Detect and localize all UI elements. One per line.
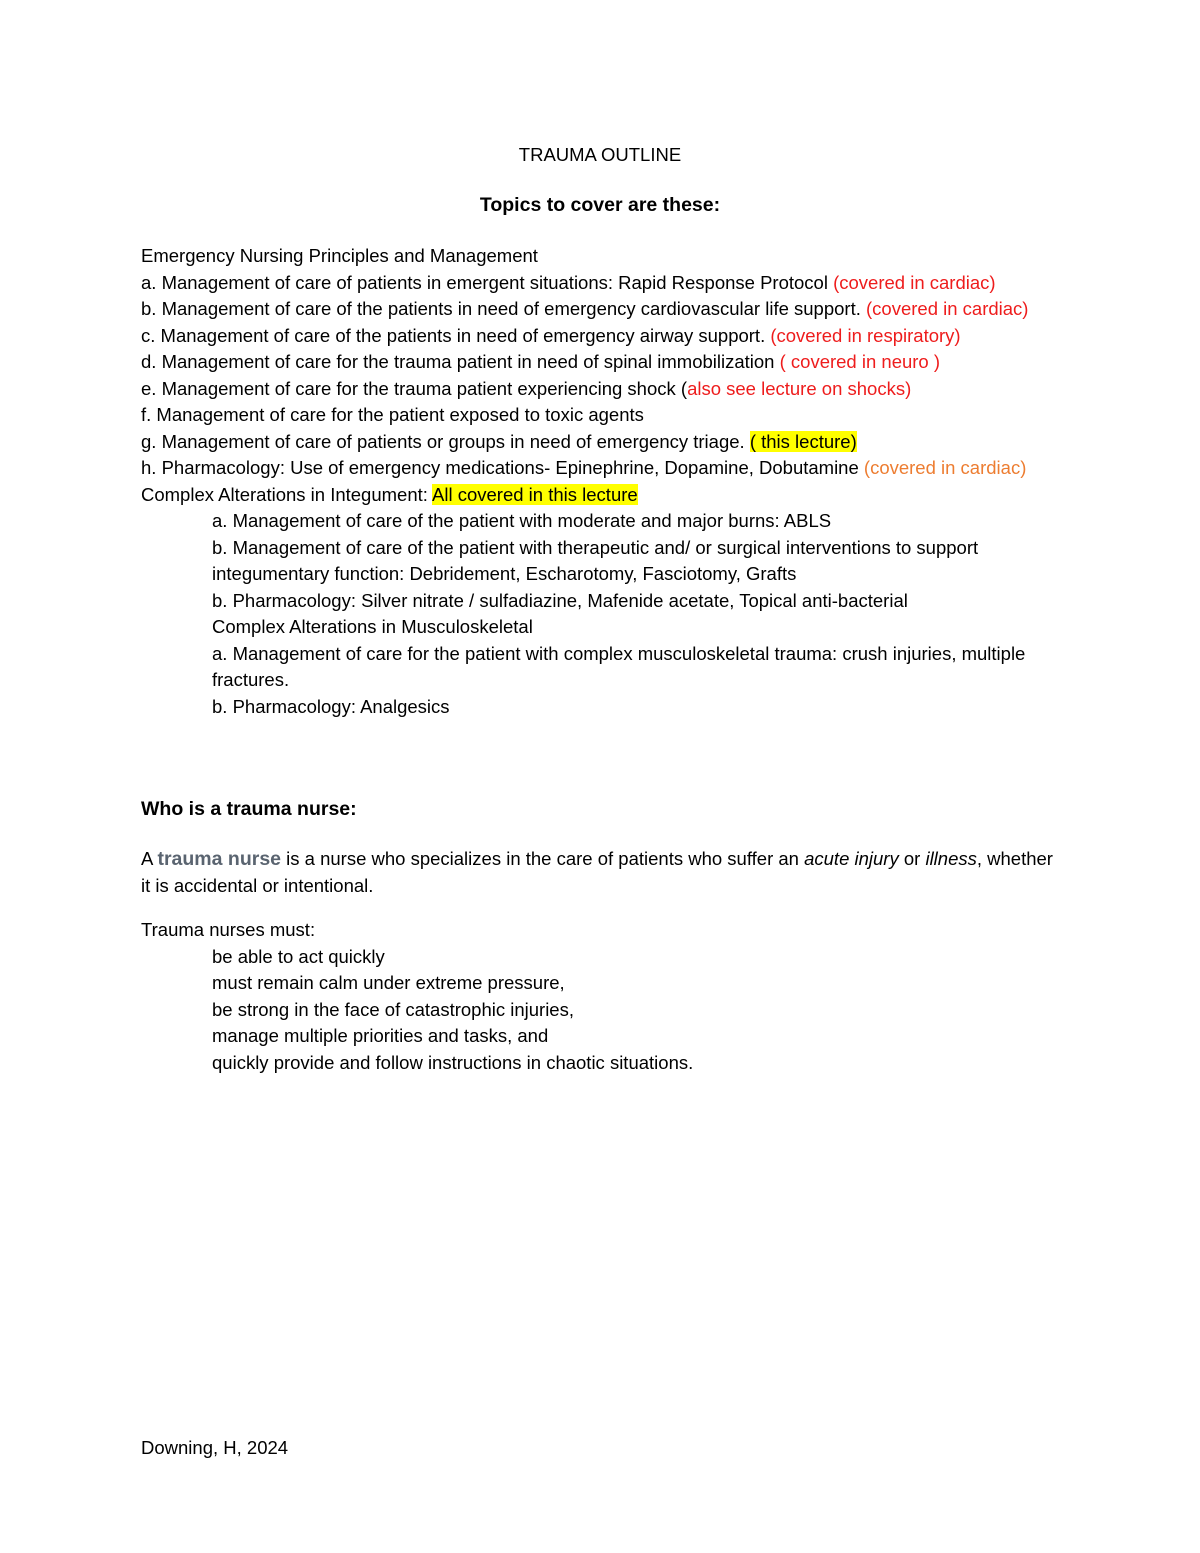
trauma-nurse-definition (141, 846, 1061, 899)
who-heading: Who is a trauma nurse: (141, 798, 357, 820)
must-item: quickly provide and follow instructions in chaotic situations. (212, 1051, 694, 1073)
document-subtitle: Topics to cover are these: (479, 194, 721, 216)
item-text: c. Management of care of the patients in need of emergency airway support. (141, 324, 771, 346)
item-note-highlighted: ( this lecture) (749, 430, 857, 452)
item-text: d. Management of care for the trauma patient in need of spinal immobilization (141, 351, 780, 372)
footer-author: Downing, H, 2024 (141, 1437, 289, 1458)
integument-item-b: b. Management of care of the patient with therapeutic and/ or surgical interventions to support integumentary function: Debridement, Escharotomy, Fasciotomy, Grafts (212, 536, 979, 584)
item-note: (covered in cardiac) (833, 271, 996, 293)
section-heading-emergency: Emergency Nursing Principles and Management (141, 245, 538, 266)
must-item: manage multiple priorities and tasks, and (212, 1025, 549, 1046)
outline-item-c (141, 323, 1061, 350)
must-item: be strong in the face of catastrophic injuries, (212, 998, 574, 1020)
def-text: A (141, 848, 158, 869)
must-item: be able to act quickly (212, 945, 385, 967)
outline-item-a (141, 270, 1061, 297)
item-text: b. Management of care of the patients in need of emergency cardiovascular life support. (141, 298, 866, 319)
def-text: is a nurse who specializes in the care of patients who suffer an (281, 848, 805, 869)
section-heading-integument (141, 482, 1061, 509)
must-heading: Trauma nurses must: (141, 919, 316, 940)
topics-outline (141, 243, 1061, 720)
def-text: or (898, 848, 926, 869)
def-term: trauma nurse (157, 848, 282, 870)
trauma-nurses-must (141, 917, 1061, 1076)
item-text: a. Management of care of patients in emergent situations: Rapid Response Protocol (141, 271, 834, 293)
musculoskeletal-item-a: a. Management of care for the patient with complex musculoskeletal trauma: crush injuries, multiple fractures. (212, 642, 1026, 690)
integument-item-pharmacology: b. Pharmacology: Silver nitrate / sulfadiazine, Mafenide acetate, Topical anti-bacterial (212, 589, 908, 611)
outline-item-h (141, 455, 1061, 482)
outline-item-f (141, 402, 1061, 429)
item-note: (covered in cardiac) (866, 298, 1029, 319)
section-note-highlighted: All covered in this lecture (432, 483, 638, 505)
outline-item-d (141, 349, 1061, 376)
item-note: (covered in cardiac) (863, 457, 1027, 478)
document-title: TRAUMA OUTLINE (518, 144, 682, 165)
item-note: also see lecture on shocks) (687, 377, 912, 399)
outline-item-e (141, 376, 1061, 403)
def-emphasis: illness (925, 848, 977, 869)
section-heading-musculoskeletal: Complex Alterations in Musculoskeletal (212, 616, 533, 637)
must-item: must remain calm under extreme pressure, (212, 972, 565, 993)
item-text: h. Pharmacology: Use of emergency medications- Epinephrine, Dopamine, Dobutamine (141, 457, 864, 478)
item-note: (covered in respiratory) (770, 324, 961, 346)
item-text: g. Management of care of patients or groups in need of emergency triage. (141, 430, 750, 452)
def-emphasis: acute injury (804, 848, 899, 869)
outline-item-b (141, 296, 1061, 323)
section-heading-text: Complex Alterations in Integument: (141, 483, 433, 505)
musculoskeletal-item-b: b. Pharmacology: Analgesics (212, 695, 450, 717)
integument-item-a: a. Management of care of the patient with moderate and major burns: ABLS (212, 510, 832, 531)
item-note: ( covered in neuro ) (779, 351, 941, 372)
item-text: e. Management of care for the trauma patient experiencing shock ( (141, 377, 688, 399)
item-text: f. Management of care for the patient exposed to toxic agents (141, 404, 644, 425)
def-text: , whether it is accidental or intentional. (141, 848, 1053, 896)
outline-item-g (141, 429, 1061, 456)
